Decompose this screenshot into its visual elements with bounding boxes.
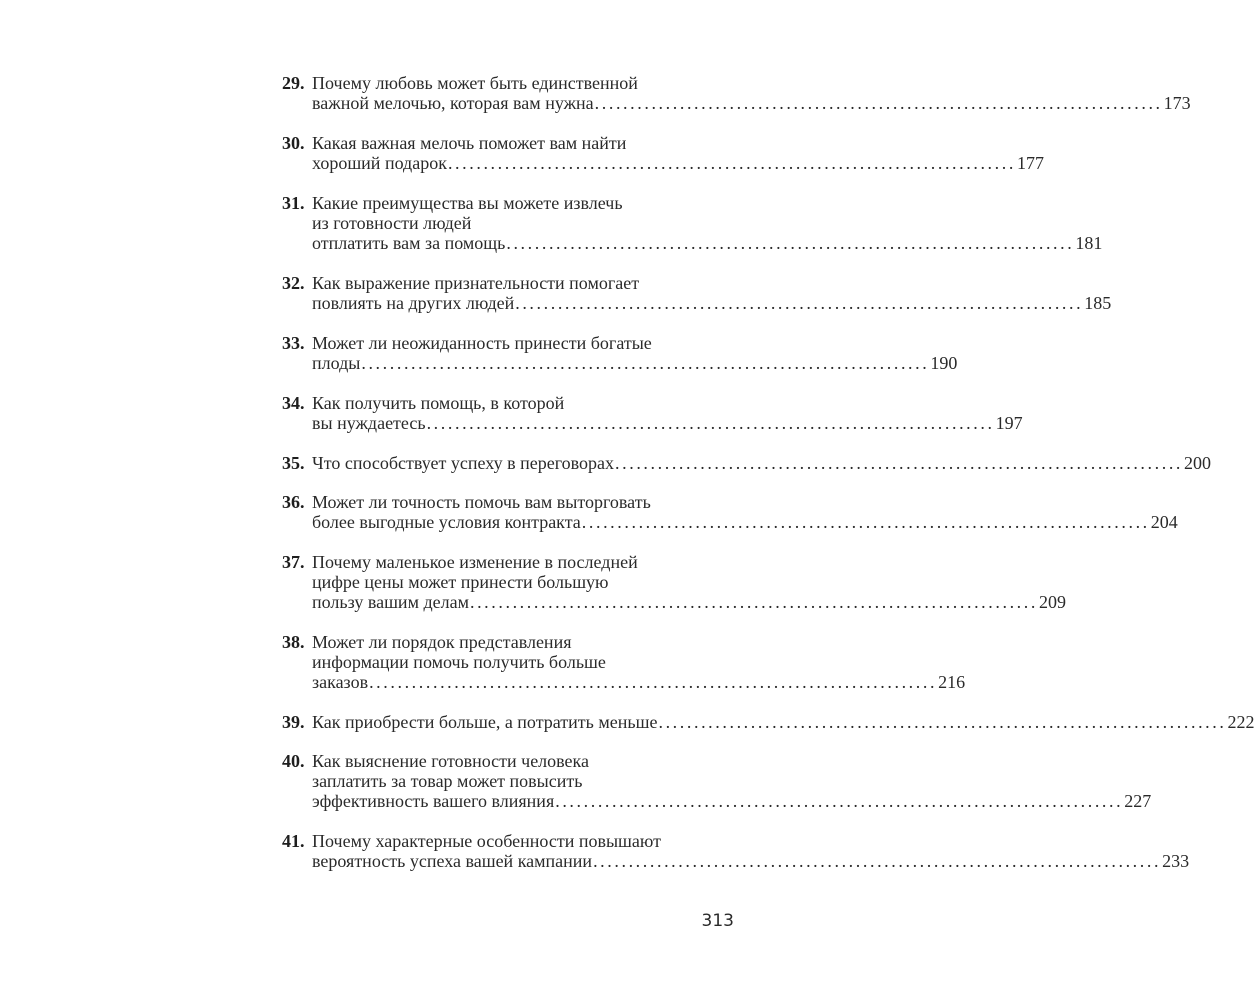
dot-leader: ................................................................................ <box>447 153 1016 173</box>
toc-entry-page: 197 <box>995 413 1023 433</box>
dot-leader: ................................................................................ <box>593 851 1162 871</box>
toc-entry-title-line: хороший подарок <box>312 153 447 173</box>
toc-entry-title-line: заказов <box>312 672 369 692</box>
toc-entry-number: 36. <box>282 492 305 512</box>
toc-entry-title-line: Почему характерные особенности повышают <box>312 831 661 851</box>
toc-entry[interactable] <box>282 751 1152 811</box>
toc-entry-number: 40. <box>282 751 305 771</box>
page-number: 313 <box>701 911 734 931</box>
toc-entry[interactable] <box>282 492 1178 532</box>
toc-entry[interactable] <box>282 193 1103 253</box>
toc-entry-page: 204 <box>1150 512 1178 532</box>
toc-entry-number: 29. <box>282 73 305 93</box>
toc-entry-title-line: пользу вашим делам <box>312 592 469 612</box>
toc-entry-number: 32. <box>282 273 305 293</box>
toc-entry-title-line: плоды <box>312 353 361 373</box>
toc-entry-number: 34. <box>282 393 305 413</box>
toc-entry-title-line: Как приобрести больше, а потратить меньше <box>312 712 658 732</box>
toc-entry-title-line: Какая важная мелочь поможет вам найти <box>312 133 627 153</box>
toc-entry-title-line: Почему маленькое изменение в последней <box>312 552 638 572</box>
toc-entry-title-line: цифре цены может принести большую <box>312 572 609 592</box>
toc-entry[interactable] <box>282 333 958 373</box>
toc-entry-title-line: отплатить вам за помощь <box>312 233 506 253</box>
toc-entry-page: 227 <box>1124 791 1152 811</box>
toc-entry-page: 185 <box>1084 293 1112 313</box>
toc-entry-page: 200 <box>1184 453 1212 473</box>
toc-entry-page: 233 <box>1162 851 1190 871</box>
toc-entry-page: 173 <box>1163 93 1191 113</box>
toc-entry[interactable] <box>282 133 1044 173</box>
toc-entry-title-line: вы нуждаетесь <box>312 413 426 433</box>
dot-leader: ................................................................................ <box>515 293 1084 313</box>
toc-entry-title-line: важной мелочью, которая вам нужна <box>312 93 594 113</box>
toc-entry-page: 209 <box>1038 592 1066 612</box>
toc-entry[interactable] <box>282 552 1066 612</box>
toc-entry[interactable] <box>282 632 966 692</box>
toc-entry-title-line: Почему любовь может быть единственной <box>312 73 638 93</box>
dot-leader: ................................................................................ <box>615 453 1184 473</box>
dot-leader: ................................................................................ <box>555 791 1124 811</box>
dot-leader: ................................................................................ <box>506 233 1075 253</box>
toc-entry-title-line: вероятность успеха вашей кампании <box>312 851 593 871</box>
toc-entry-number: 35. <box>282 453 305 473</box>
toc-entry-title-line: более выгодные условия контракта <box>312 512 581 532</box>
toc-entry-page: 216 <box>938 672 966 692</box>
toc-entry-title-line: эффективность вашего влияния <box>312 791 555 811</box>
toc-entry[interactable] <box>282 73 1191 113</box>
toc-entry-number: 38. <box>282 632 305 652</box>
dot-leader: ................................................................................ <box>594 93 1163 113</box>
toc-entry-title-line: Как выражение признательности помогает <box>312 273 640 293</box>
table-of-contents <box>282 73 1254 891</box>
toc-entry-title-line: повлиять на других людей <box>312 293 515 313</box>
dot-leader: ................................................................................ <box>469 592 1038 612</box>
dot-leader: ................................................................................ <box>369 672 938 692</box>
toc-entry-number: 31. <box>282 193 305 213</box>
toc-entry[interactable] <box>282 712 1254 732</box>
dot-leader: ................................................................................ <box>658 712 1227 732</box>
toc-entry-title-line: Какие преимущества вы можете извлечь <box>312 193 623 213</box>
toc-entry[interactable] <box>282 273 1112 313</box>
toc-entry-title-line: заплатить за товар может повысить <box>312 771 583 791</box>
toc-entry-page: 181 <box>1075 233 1103 253</box>
toc-entry-page: 190 <box>930 353 958 373</box>
toc-entry-title-line: Может ли точность помочь вам выторговать <box>312 492 651 512</box>
toc-entry-title-line: Может ли неожиданность принести богатые <box>312 333 652 353</box>
toc-entry-page: 222 <box>1227 712 1254 732</box>
toc-entry-number: 37. <box>282 552 305 572</box>
toc-entry[interactable] <box>282 831 1190 871</box>
toc-entry-title-line: Как выяснение готовности человека <box>312 751 590 771</box>
dot-leader: ................................................................................ <box>361 353 930 373</box>
toc-entry-title-line: Что способствует успеху в переговорах <box>312 453 615 473</box>
toc-entry-page: 177 <box>1016 153 1044 173</box>
toc-entry-number: 33. <box>282 333 305 353</box>
toc-entry-number: 30. <box>282 133 305 153</box>
dot-leader: ................................................................................ <box>581 512 1150 532</box>
toc-entry-title-line: Как получить помощь, в которой <box>312 393 565 413</box>
dot-leader: ................................................................................ <box>426 413 995 433</box>
toc-entry-title-line: из готовности людей <box>312 213 472 233</box>
toc-entry-title-line: Может ли порядок представления <box>312 632 572 652</box>
toc-entry[interactable] <box>282 393 1023 433</box>
toc-entry-number: 41. <box>282 831 305 851</box>
toc-entry-title-line: информации помочь получить больше <box>312 652 606 672</box>
toc-entry[interactable] <box>282 453 1212 473</box>
toc-entry-number: 39. <box>282 712 305 732</box>
